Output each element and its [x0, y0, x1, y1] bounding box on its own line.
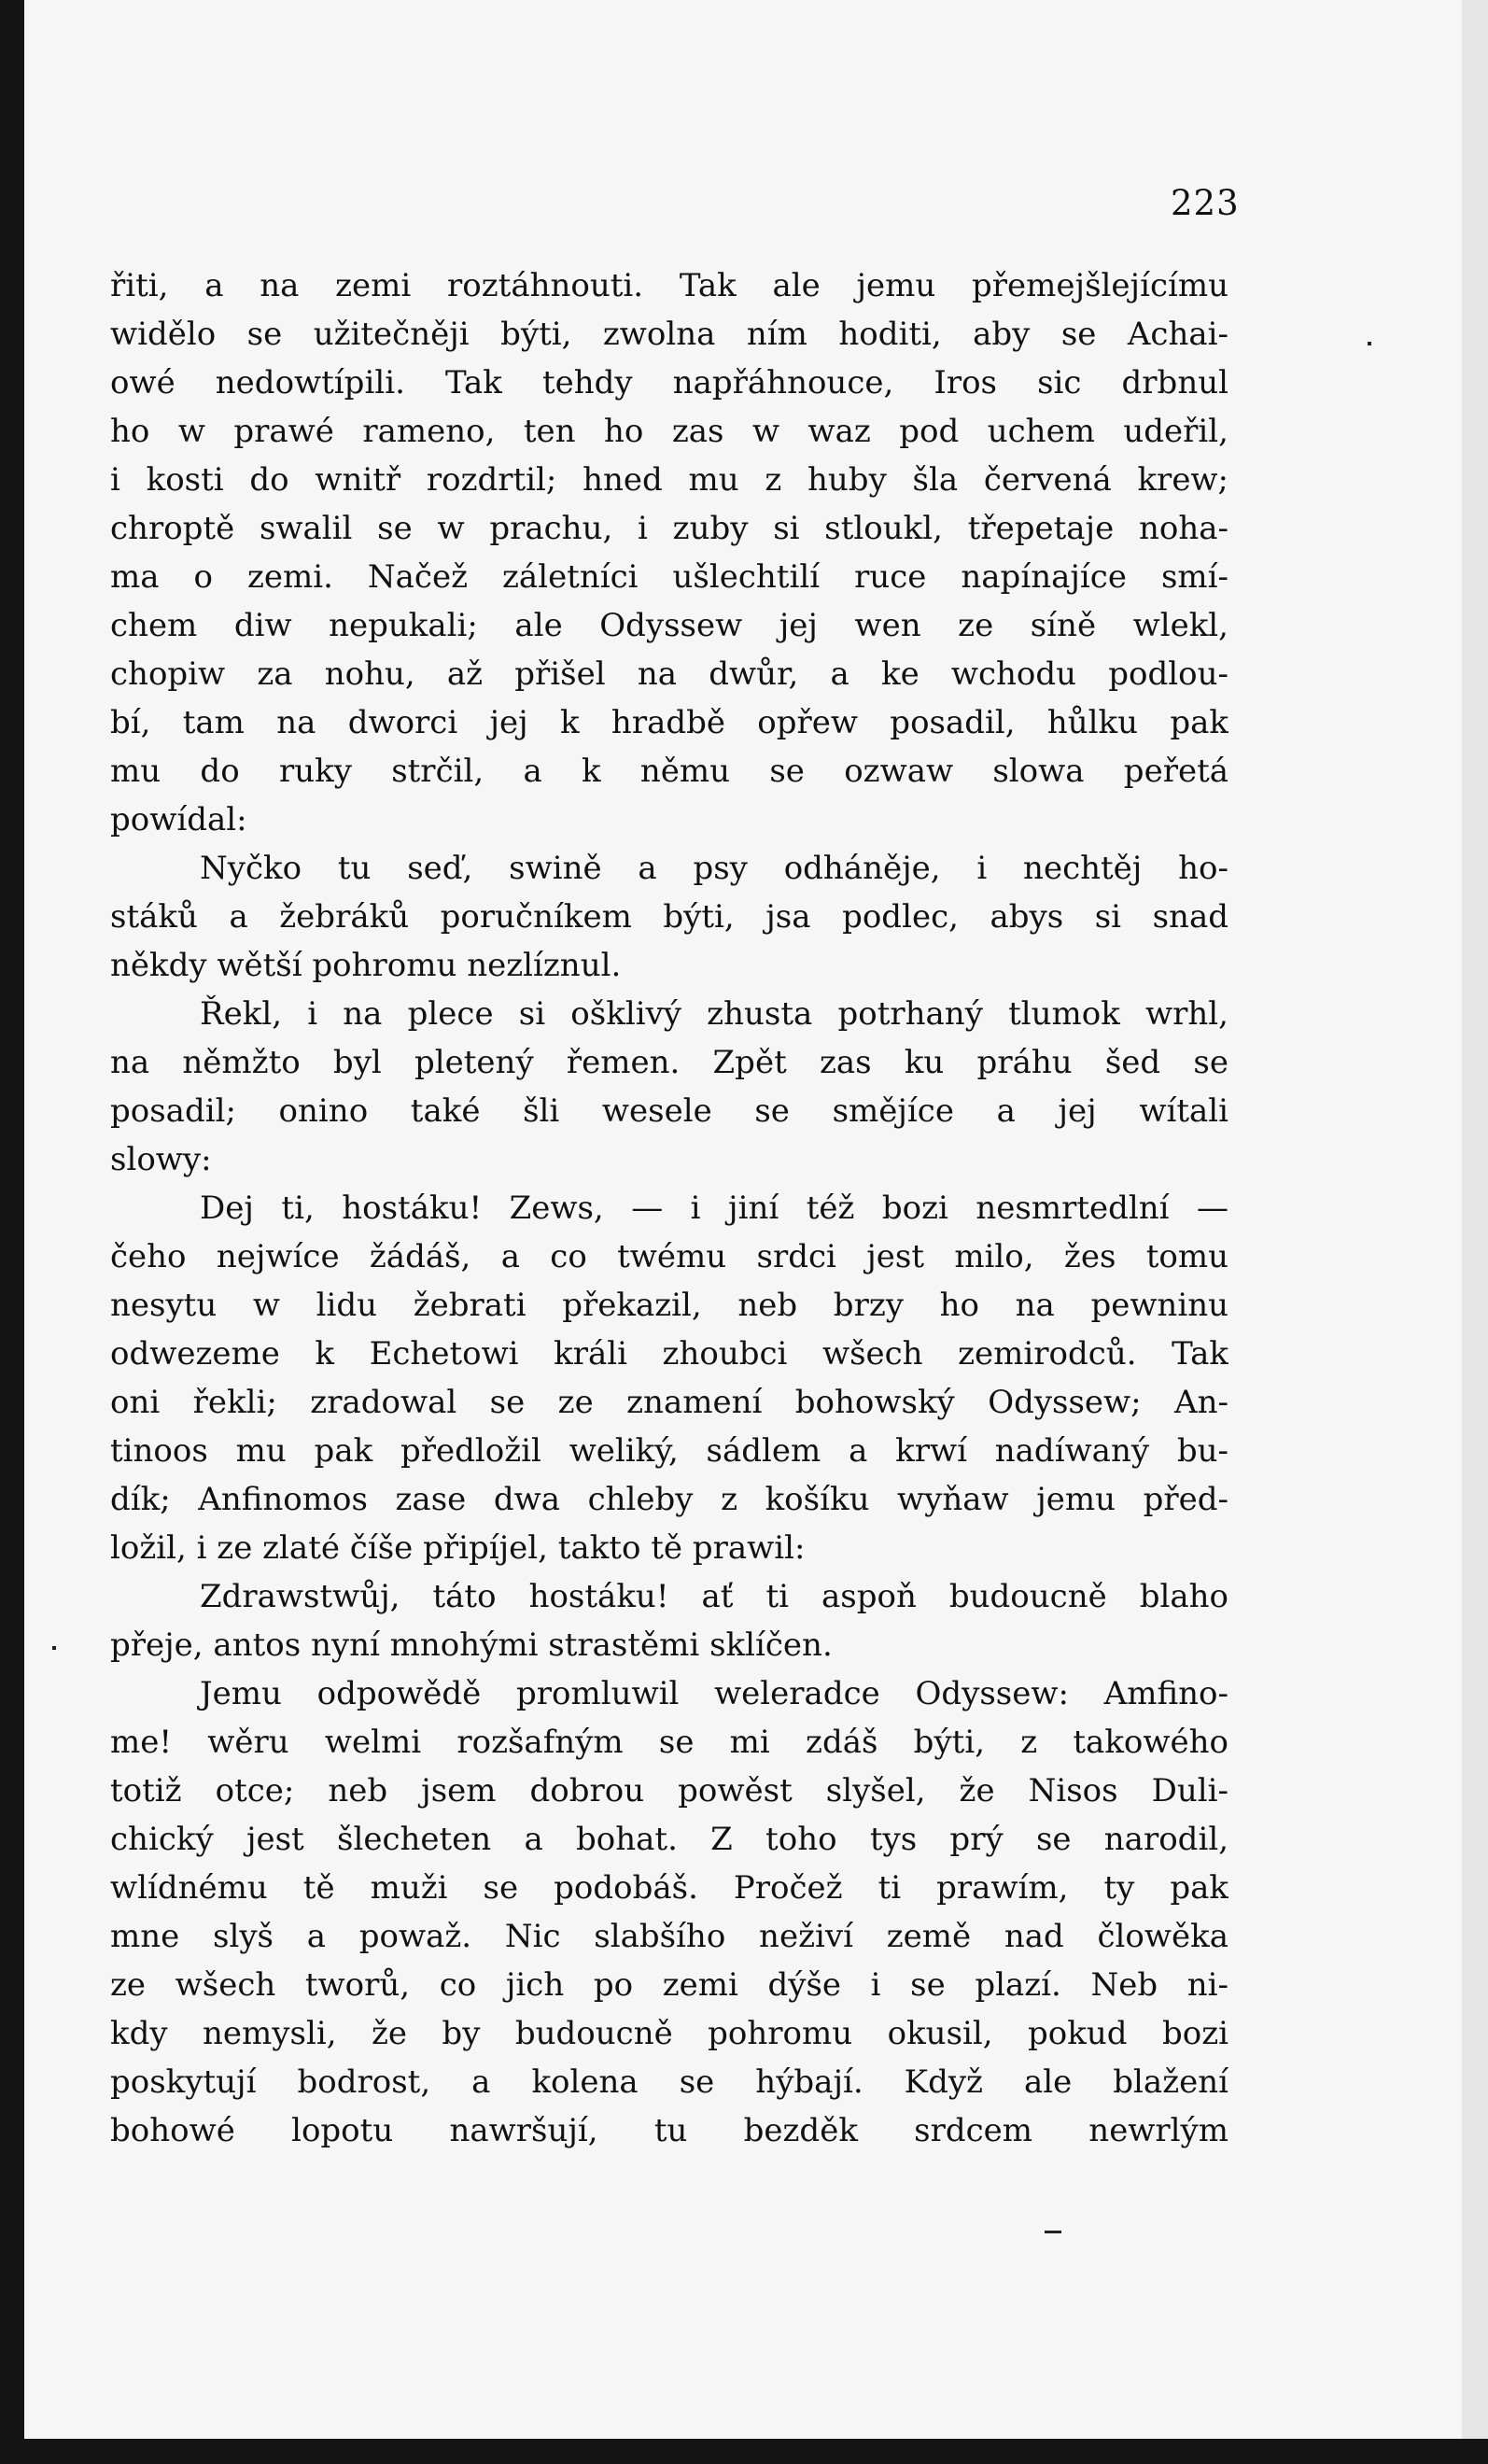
text-line: Jemu odpowědě promluwil weleradce Odyssew: Amfino- [200, 1675, 1228, 1712]
text-line: tinoos mu pak předložil weliký, sádlem a krwí nadíwaný bu- [110, 1432, 1228, 1470]
text-line: i kosti do wnitř rozdrtil; hned mu z huby šla červená krew; [110, 461, 1228, 499]
text-line: chopiw za nohu, až přišel na dwůr, a ke wchodu podlou- [110, 655, 1228, 693]
body-text [110, 261, 1228, 2155]
text-line: chický jest šlecheten a bohat. Z toho tys prý se narodil, [110, 1821, 1228, 1858]
text-line: posadil; onino také šli wesele se smějíce a jej wítali [110, 1092, 1228, 1130]
text-line: oni řekli; zradowal se ze znamení bohowský Odyssew; An- [110, 1384, 1228, 1421]
text-line: stáků a žebráků poručníkem býti, jsa podlec, abys si snad [110, 898, 1228, 936]
text-line: ložil, i ze zlaté číše připíjel, takto tě prawil: [110, 1529, 806, 1567]
text-line: wlídnému tě muži se podobáš. Pročež ti prawím, ty pak [110, 1869, 1228, 1907]
ink-speck [1368, 342, 1371, 345]
text-line: někdy wětší pohromu nezlíznul. [110, 947, 622, 984]
text-line: ze wšech tworů, co jich po zemi dýše i se plazí. Neb ni- [110, 1966, 1228, 2004]
text-line: slowy: [110, 1141, 212, 1178]
text-line: nesytu w lidu žebrati překazil, neb brzy ho na pewninu [110, 1287, 1228, 1324]
text-line: totiž otce; neb jsem dobrou powěst slyšel, že Nisos Duli- [110, 1772, 1228, 1809]
text-line: Nyčko tu seď, swině a psy odháněje, i nechtěj ho- [200, 850, 1228, 887]
text-line: powídal: [110, 801, 247, 838]
text-line: ma o zemi. Načež záletníci ušlechtilí ruce napínajíce smí- [110, 558, 1228, 596]
text-line: bohowé lopotu nawršují, tu bezděk srdcem newrlým [110, 2112, 1228, 2149]
text-line: ho w prawé rameno, ten ho zas w waz pod uchem udeřil, [110, 413, 1228, 450]
text-line: me! wěru welmi rozšafným se mi zdáš býti, z takowého [110, 1724, 1228, 1761]
text-line: poskytují bodrost, a kolena se hýbají. Když ale blažení [110, 2063, 1228, 2101]
scan-edge-left [0, 0, 24, 2464]
text-line: na němžto byl pletený řemen. Zpět zas ku práhu šed se [110, 1044, 1228, 1081]
text-line: kdy nemysli, že by budoucně pohromu okusil, pokud bozi [110, 2015, 1228, 2052]
text-line: Řekl, i na plece si ošklivý zhusta potrhaný tlumok wrhl, [200, 995, 1228, 1033]
text-line: přeje, antos nyní mnohými strastěmi sklíčen. [110, 1626, 833, 1664]
text-line: chem diw nepukali; ale Odyssew jej wen ze síně wlekl, [110, 607, 1228, 644]
text-line: mu do ruky strčil, a k němu se ozwaw slowa peřetá [110, 753, 1228, 790]
text-line: čeho nejwíce žádáš, a co twému srdci jest milo, žes tomu [110, 1238, 1228, 1275]
text-line: owé nedowtípili. Tak tehdy napřáhnouce, Iros sic drbnul [110, 364, 1228, 401]
text-line: bí, tam na dworci jej k hradbě opřew posadil, hůlku pak [110, 704, 1228, 741]
text-line: Zdrawstwůj, táto hostáku! ať ti aspoň budoucně blaho [200, 1578, 1228, 1615]
book-page [24, 0, 1462, 2439]
ink-speck [1045, 2231, 1061, 2233]
text-line: odwezeme k Echetowi králi zhoubci wšech zemirodců. Tak [110, 1335, 1228, 1373]
text-line: widělo se užitečněji býti, zwolna ním hoditi, aby se Achai- [110, 316, 1228, 353]
ink-speck [52, 1646, 56, 1650]
page-number: 223 [1171, 183, 1240, 223]
text-line: řiti, a na zemi roztáhnouti. Tak ale jemu přemejšlejícímu [110, 267, 1228, 304]
scan-edge-bottom [0, 2439, 1488, 2464]
text-line: dík; Anfinomos zase dwa chleby z košíku wyňaw jemu před- [110, 1481, 1228, 1518]
text-line: chroptě swalil se w prachu, i zuby si stloukl, třepetaje noha- [110, 510, 1228, 547]
text-line: mne slyš a powaž. Nic slabšího neživí země nad člowěka [110, 1918, 1228, 1955]
text-line: Dej ti, hostáku! Zews, — i jiní též bozi nesmrtedlní — [200, 1190, 1228, 1227]
